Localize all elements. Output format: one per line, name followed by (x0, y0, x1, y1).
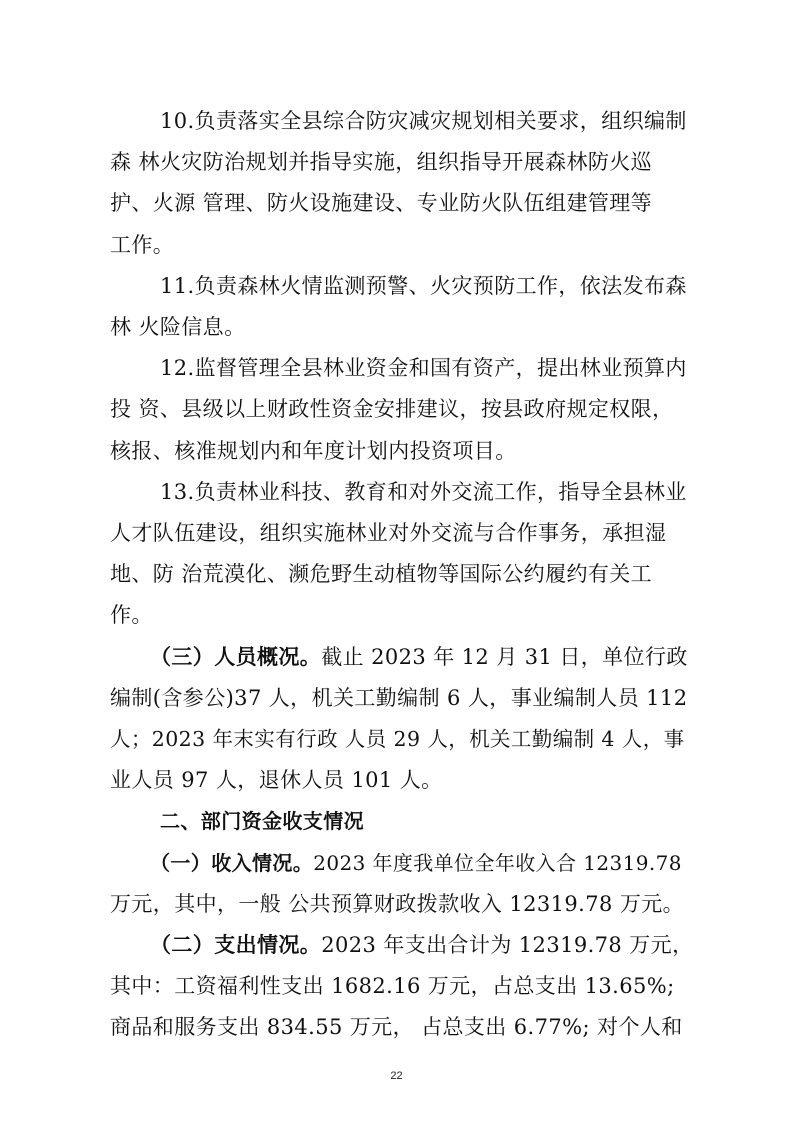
expense-line-2: 其中：工资福利性支出 1682.16 万元，占总支出 13.65%; (110, 974, 675, 998)
expense-line-3: 商品和服务支出 834.55 万元， 占总支出 6.77%; 对个人和 (110, 1015, 683, 1039)
personnel-line-2: 编制(含参公)37 人，机关工勤编制 6 人，事业编制人员 112 (110, 686, 688, 710)
paragraph-10-line-2: 森 林火灾防治规划并指导实施，组织指导开展森林防火巡 (110, 150, 653, 174)
income-heading: （一）收入情况。 (150, 851, 314, 875)
paragraph-10-line-1: 10.负责落实全县综合防灾减灾规划相关要求，组织编制 (160, 109, 687, 133)
paragraph-10-line-4: 工作。 (110, 233, 175, 257)
section-heading-finance: 二、部门资金收支情况 (160, 809, 364, 833)
expense-line-1 (150, 930, 693, 960)
paragraph-13-line-3: 地、防 治荒漠化、濒危野生动植物等国际公约履约有关工 (110, 562, 653, 586)
personnel-text: 截止 2023 年 12 月 31 日，单位行政 (321, 645, 688, 669)
income-line-2: 万元，其中，一般 公共预算财政拨款收入 12319.78 万元。 (110, 892, 685, 916)
paragraph-13-line-1: 13.负责林业科技、教育和对外交流工作，指导全县林业 (160, 480, 687, 504)
expense-heading: （二）支出情况。 (150, 932, 322, 957)
paragraph-13-line-2: 人才队伍建设，组织实施林业对外交流与合作事务，承担湿 (110, 521, 667, 545)
personnel-line-1 (150, 642, 688, 672)
personnel-heading: （三）人员概况。 (150, 644, 322, 669)
paragraph-10-line-3: 护、火源 管理、防火设施建设、专业防火队伍组建管理等 (110, 191, 653, 215)
paragraph-11-line-2: 林 火险信息。 (110, 315, 246, 339)
page-number: 22 (390, 1070, 403, 1082)
paragraph-12-line-2: 投 资、县级以上财政性资金安排建议，按县政府规定权限， (110, 397, 674, 421)
paragraph-12-line-3: 核报、核准规划内和年度计划内投资项目。 (110, 439, 517, 463)
personnel-line-3: 人；2023 年末实有行政 人员 29 人，机关工勤编制 4 人，事 (110, 727, 685, 751)
paragraph-12-line-1: 12.监督管理全县林业资金和国有资产，提出林业预算内 (160, 356, 687, 380)
paragraph-11-line-1: 11.负责森林火情监测预警、火灾预防工作，依法发布森 (160, 274, 687, 298)
personnel-line-4: 业人员 97 人，退休人员 101 人。 (110, 768, 443, 792)
income-line-1 (150, 848, 682, 878)
income-text: 2023 年度我单位全年收入合 12319.78 (313, 851, 682, 875)
paragraph-13-line-4: 作。 (110, 603, 153, 627)
expense-text: 2023 年支出合计为 12319.78 万元， (321, 933, 694, 957)
